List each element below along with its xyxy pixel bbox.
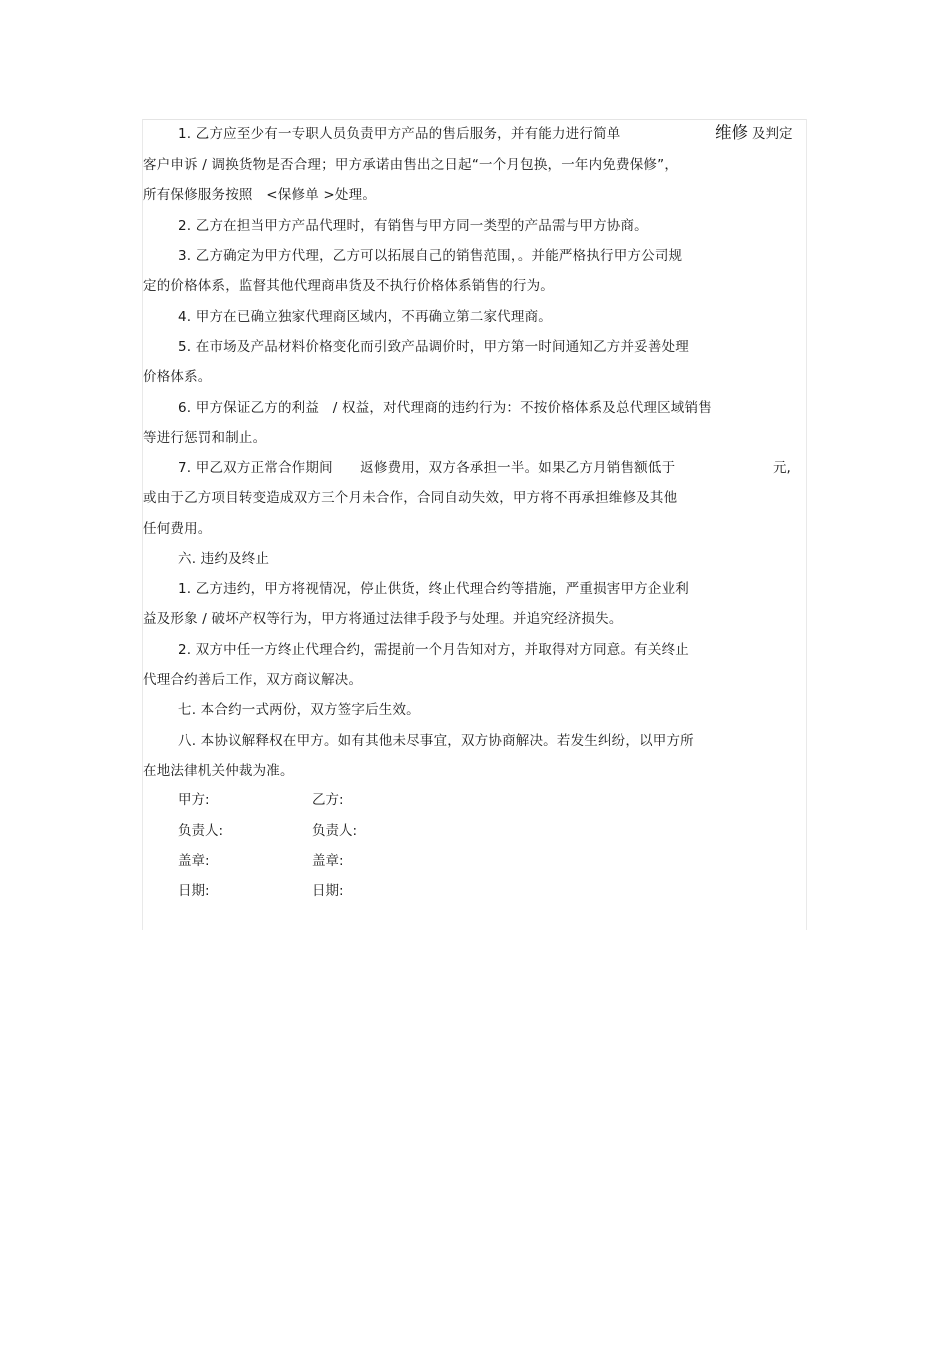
- party-a-label: 甲方:: [178, 792, 210, 808]
- document-page: [142, 119, 807, 930]
- clause-5-4: 4. 甲方在已确立独家代理商区域内，不再确立第二家代理商。: [178, 309, 552, 325]
- date-a-label: 日期:: [178, 883, 210, 899]
- clause-5-7-line-1: 7. 甲乙双方正常合作期间 返修费用，双方各承担一半。如果乙方月销售额低于: [178, 460, 676, 476]
- inline-yuan: 元,: [773, 460, 791, 476]
- seal-b-label: 盖章:: [312, 853, 344, 869]
- section-8-line-2: 在地法律机关仲裁为准。: [143, 763, 294, 779]
- person-a-label: 负责人:: [178, 823, 224, 839]
- clause-6-1-line-1: 1. 乙方违约，甲方将视情况，停止供货，终止代理合约等措施，严重损害甲方企业利: [178, 581, 689, 597]
- section-7: 七. 本合约一式两份，双方签字后生效。: [178, 702, 420, 718]
- clause-5-2: 2. 乙方在担当甲方产品代理时，有销售与甲方同一类型的产品需与甲方协商。: [178, 218, 648, 234]
- clause-5-1-line-3: 所有保修服务按照 <保修单 >处理。: [143, 187, 377, 203]
- party-b-label: 乙方:: [312, 792, 344, 808]
- clause-5-1-line-2: 客户申诉 / 调换货物是否合理；甲方承诺由售出之日起“一个月包换，一年内免费保修”，: [143, 157, 679, 173]
- clause-5-5-line-1: 5. 在市场及产品材料价格变化而引致产品调价时，甲方第一时间通知乙方并妥善处理: [178, 339, 689, 355]
- clause-6-2-line-1: 2. 双方中任一方终止代理合约，需提前一个月告知对方，并取得对方同意。有关终止: [178, 642, 689, 658]
- clause-5-1-line-1: 1. 乙方应至少有一专职人员负责甲方产品的售后服务，并有能力进行简单: [178, 126, 621, 142]
- clause-5-7-line-3: 任何费用。: [143, 521, 212, 537]
- clause-5-5-line-2: 价格体系。: [143, 369, 212, 385]
- clause-5-6-line-2: 等进行惩罚和制止。: [143, 430, 267, 446]
- clause-5-3-line-1: 3. 乙方确定为甲方代理，乙方可以拓展自己的销售范围，。并能严格执行甲方公司规: [178, 248, 683, 264]
- clause-5-3-line-2: 定的价格体系，监督其他代理商串货及不执行价格体系销售的行为。: [143, 278, 554, 294]
- clause-6-2-line-2: 代理合约善后工作，双方商议解决。: [143, 672, 363, 688]
- seal-a-label: 盖章:: [178, 853, 210, 869]
- section-6-heading: 六. 违约及终止: [178, 551, 270, 567]
- section-8-line-1: 八. 本协议解释权在甲方。如有其他未尽事宜，双方协商解决。若发生纠纷，以甲方所: [178, 733, 694, 749]
- date-b-label: 日期:: [312, 883, 344, 899]
- clause-5-6-line-1: 6. 甲方保证乙方的利益 / 权益，对代理商的违约行为：不按价格体系及总代理区域销售: [178, 400, 712, 416]
- clause-6-1-line-2: 益及形象 / 破坏产权等行为，甲方将通过法律手段予与处理。并追究经济损失。: [143, 611, 623, 627]
- clause-5-7-line-2: 或由于乙方项目转变造成双方三个月未合作，合同自动失效，甲方将不再承担维修及其他: [143, 490, 678, 506]
- inline-repair: 维修: [715, 123, 748, 142]
- person-b-label: 负责人:: [312, 823, 358, 839]
- inline-judge: 及判定: [752, 126, 793, 142]
